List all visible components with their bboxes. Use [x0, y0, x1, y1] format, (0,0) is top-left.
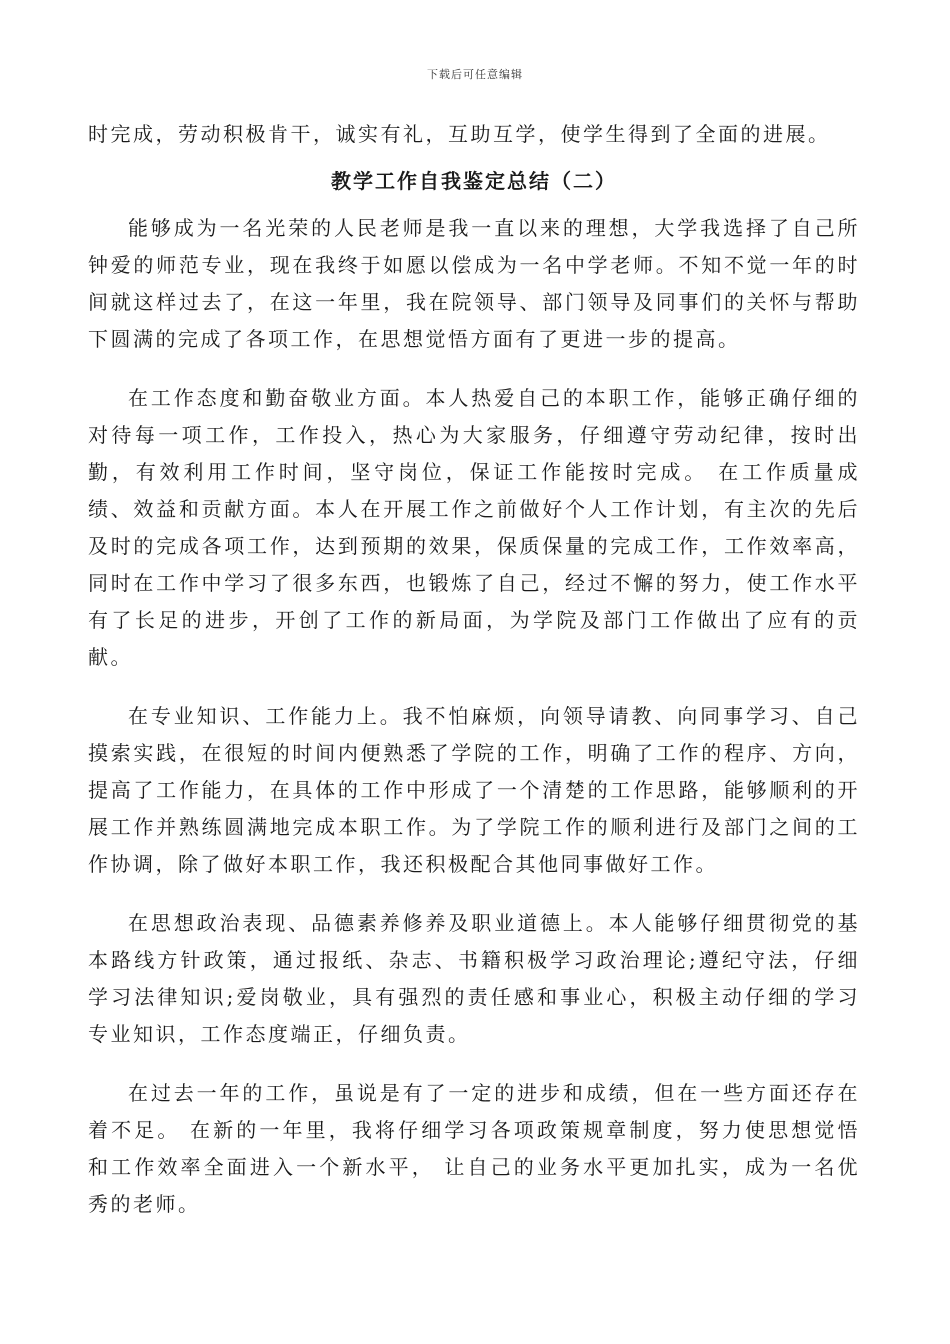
paragraph-conclusion: 在过去一年的工作，虽说是有了一定的进步和成绩，但在一些方面还存在着不足。 在新的一年里，我将仔细学习各项政策规章制度，努力使思想觉悟和工作效率全面进入一个新水平， 让自己的业务水平更加扎实，成为一名优秀的老师。 [88, 1081, 860, 1216]
document-title: 教学工作自我鉴定总结（二） [331, 169, 617, 193]
page-header-note: 下载后可任意编辑 [427, 68, 523, 81]
document-body [88, 116, 860, 1223]
paragraph-political-ethics: 在思想政治表现、品德素养修养及职业道德上。本人能够仔细贯彻党的基本路线方针政策，通过报纸、杂志、书籍积极学习政治理论;遵纪守法，仔细学习法律知识;爱岗敬业，具有强烈的责任感和事业心，积极主动仔细的学习专业知识，工作态度端正，仔细负责。 [88, 911, 860, 1046]
paragraph-intro: 能够成为一名光荣的人民老师是我一直以来的理想，大学我选择了自己所钟爱的师范专业，现在我终于如愿以偿成为一名中学老师。不知不觉一年的时间就这样过去了，在这一年里，我在院领导、部门领导及同事们的关怀与帮助下圆满的完成了各项工作，在思想觉悟方面有了更进一步的提高。 [88, 216, 860, 351]
paragraph-work-attitude: 在工作态度和勤奋敬业方面。本人热爱自己的本职工作，能够正确仔细的对待每一项工作，工作投入，热心为大家服务，仔细遵守劳动纪律，按时出勤，有效利用工作时间，坚守岗位，保证工作能按时完成。 在工作质量成绩、效益和贡献方面。本人在开展工作之前做好个人工作计划，有主次的先后及时的完成各项工作，达到预期的效果，保质保量的完成工作，工作效率高，同时在工作中学习了很多东西，也锻炼了自己，经过不懈的努力，使工作水平有了长足的进步，开创了工作的新局面，为学院及部门工作做出了应有的贡献。 [88, 386, 860, 669]
paragraph-professional-skills: 在专业知识、工作能力上。我不怕麻烦，向领导请教、向同事学习、自己摸索实践，在很短的时间内便熟悉了学院的工作，明确了工作的程序、方向，提高了工作能力，在具体的工作中形成了一个清楚的工作思路，能够顺利的开展工作并熟练圆满地完成本职工作。为了学院工作的顺利进行及部门之间的工作协调，除了做好本职工作，我还积极配合其他同事做好工作。 [88, 704, 860, 876]
lead-line: 时完成，劳动积极肯干，诚实有礼，互助互学，使学生得到了全面的进展。 [88, 122, 831, 146]
